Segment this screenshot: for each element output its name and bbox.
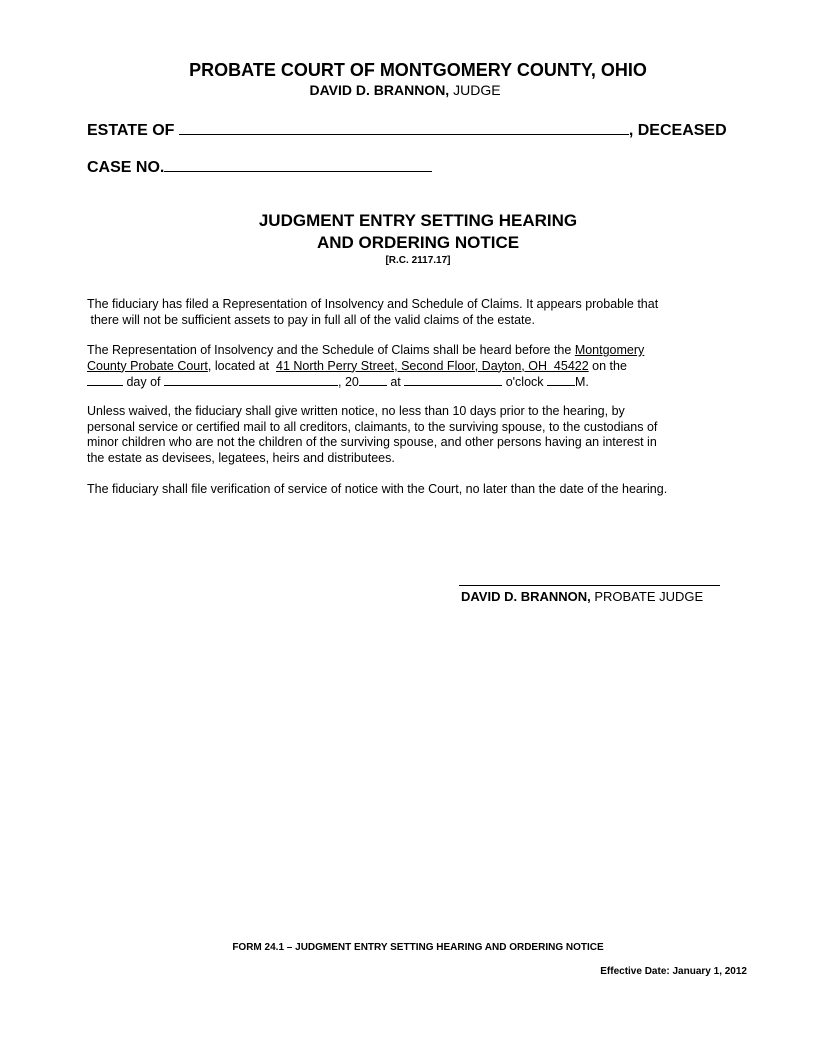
- case-label: CASE NO.: [87, 159, 165, 176]
- oclock-label: o'clock: [502, 375, 547, 389]
- court-address: 41 North Perry Street, Second Floor, Dayton, OH 45422: [276, 358, 589, 373]
- paragraph-verification: The fiduciary shall file verification of service of notice with the Court, no later than the date of the hearing.: [87, 482, 668, 496]
- signature-line[interactable]: [459, 585, 720, 586]
- paragraph-text: The Representation of Insolvency and the Schedule of Claims shall be heard before the: [87, 343, 575, 357]
- paragraph-line: there will not be sufficient assets to pay in full all of the valid claims of the estate.: [87, 312, 535, 327]
- at-label: at: [386, 375, 405, 389]
- paragraph-line: Unless waived, the fiduciary shall give written notice, no less than 10 days prior to the hearing, by: [87, 404, 625, 418]
- m-label: M.: [575, 375, 589, 389]
- statute-reference: [R.C. 2117.17]: [385, 255, 451, 266]
- day-of-label: day of: [123, 375, 164, 389]
- form-title-line2: AND ORDERING NOTICE: [316, 233, 520, 252]
- hearing-time-field[interactable]: [404, 374, 502, 386]
- estate-name-field[interactable]: [179, 120, 629, 135]
- estate-suffix: , DECEASED: [628, 122, 727, 139]
- judge-title: JUDGE: [453, 82, 501, 98]
- form-footer: FORM 24.1 – JUDGMENT ENTRY SETTING HEARING AND ORDERING NOTICE: [232, 942, 604, 953]
- case-line: [87, 157, 432, 177]
- year-label: , 20: [338, 375, 359, 389]
- case-number-field[interactable]: [164, 157, 432, 172]
- paragraph-text: on the: [588, 358, 627, 373]
- signature-name: DAVID D. BRANNON,: [461, 589, 591, 604]
- signature-block: [461, 589, 703, 604]
- court-name: County Probate Court: [87, 358, 208, 373]
- am-pm-field[interactable]: [547, 374, 575, 386]
- hearing-month-field[interactable]: [164, 374, 338, 386]
- paragraph-line: personal service or certified mail to all creditors, claimants, to the surviving spouse, to the custodians of: [87, 419, 658, 434]
- effective-date: Effective Date: January 1, 2012: [600, 966, 747, 977]
- judge-name: DAVID D. BRANNON,: [309, 82, 450, 98]
- paragraph-insolvency: [87, 297, 727, 328]
- paragraph-line: the estate as devisees, legatees, heirs and distributees.: [87, 450, 395, 465]
- judge-line: [0, 82, 810, 98]
- estate-label: ESTATE OF: [87, 122, 175, 139]
- paragraph-text: , located at: [207, 358, 277, 373]
- hearing-year-field[interactable]: [359, 374, 387, 386]
- paragraph-hearing: [87, 343, 727, 391]
- court-title: PROBATE COURT OF MONTGOMERY COUNTY, OHIO: [189, 60, 647, 80]
- paragraph-line: minor children who are not the children of the surviving spouse, and other persons having an interest in: [87, 435, 657, 449]
- signature-title: PROBATE JUDGE: [590, 589, 704, 604]
- court-name: Montgomery: [574, 343, 645, 357]
- estate-line: [87, 120, 727, 140]
- form-title-line1: JUDGMENT ENTRY SETTING HEARING: [258, 211, 578, 230]
- hearing-day-field[interactable]: [87, 374, 123, 386]
- paragraph-notice: [87, 404, 727, 466]
- paragraph-line: The fiduciary has filed a Representation of Insolvency and Schedule of Claims. It appears probable that: [87, 297, 659, 311]
